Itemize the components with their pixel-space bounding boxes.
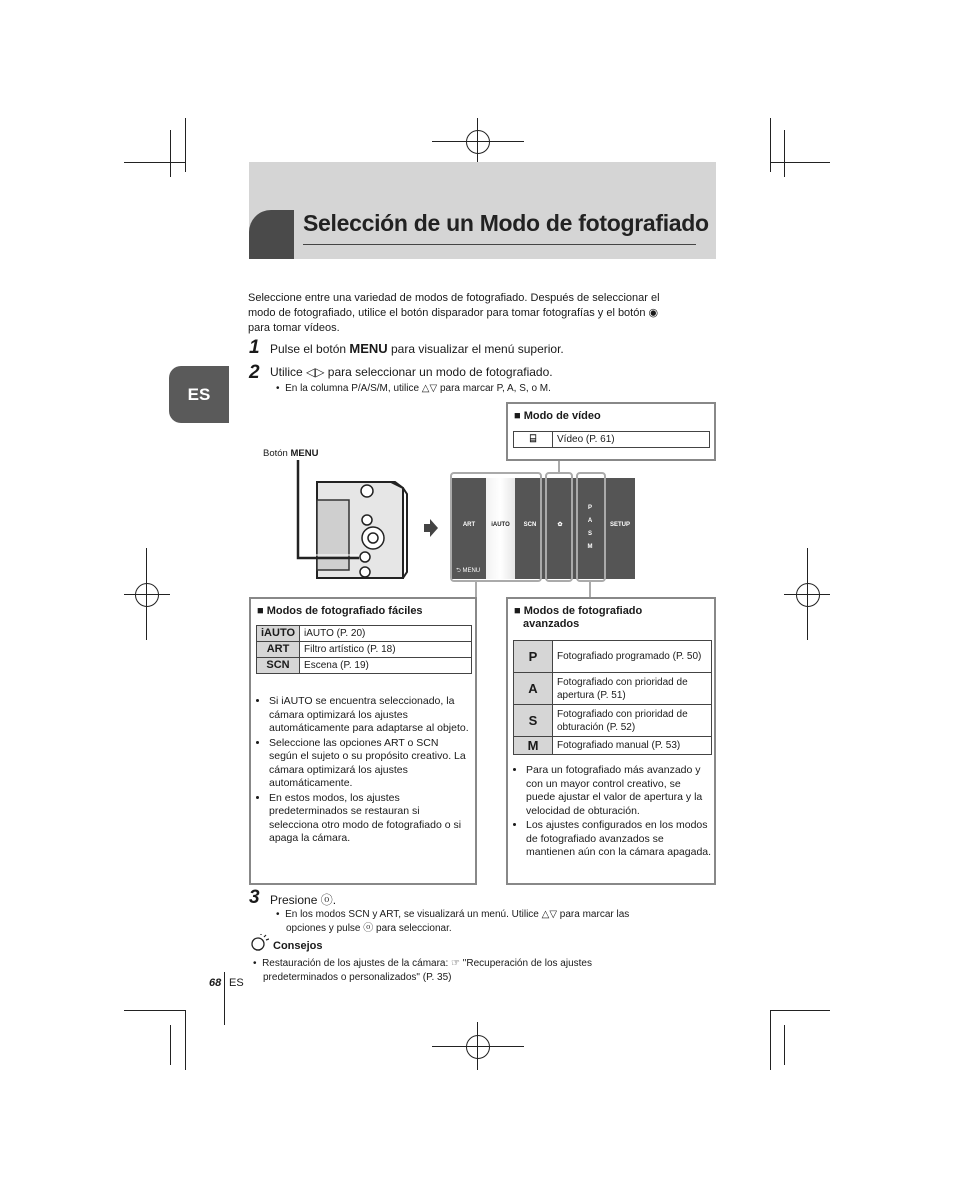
mode-key: P (514, 641, 553, 673)
page-title: Selección de un Modo de fotografiado (303, 210, 709, 236)
table-row (514, 737, 712, 755)
advanced-bullets (512, 764, 712, 861)
advanced-modes-table (513, 640, 712, 755)
registration-mark (796, 583, 820, 607)
table-row (257, 626, 472, 642)
crop-mark (770, 162, 830, 163)
step-text: para visualizar el menú superior. (387, 342, 564, 356)
list-item: • Si iAUTO se encuentra seleccionado, la cámara optimizará los ajustes automáticamente para adaptarse al objeto. (269, 695, 469, 736)
menu-col-art: ART (452, 478, 486, 579)
step-number: 2 (249, 362, 260, 383)
crop-mark (784, 130, 785, 177)
video-mode-box (506, 402, 716, 461)
title-line: avanzados (523, 618, 580, 630)
crop-mark (185, 118, 186, 172)
table-cell: Escena (P. 19) (300, 658, 472, 674)
step-3-text: Presione ⓞ. (270, 893, 337, 907)
video-box-title: ■ Modo de vídeo (514, 410, 601, 422)
mode-key: iAUTO (257, 626, 300, 642)
tips-line: Restauración de los ajustes de la cámara: ☞ "Recuperación de los ajustes (262, 958, 592, 969)
connector-line (558, 461, 560, 473)
easy-box-title: ■ Modos de fotografiado fáciles (257, 605, 423, 617)
intro-text (248, 291, 718, 336)
crop-mark (784, 1025, 785, 1065)
bullet-text: opciones y pulse ⓞ para seleccionar. (286, 922, 452, 934)
movie-icon: ⌸ (514, 432, 553, 448)
bullet-text: En la columna P/A/S/M, utilice △▽ para marcar P, A, S, o M. (285, 383, 551, 394)
tips-title: Consejos (273, 940, 323, 952)
bullet-text: En los modos SCN y ART, se visualizará un menú. Utilice △▽ para marcar las (285, 909, 630, 920)
crop-mark (170, 1025, 171, 1065)
tips-line: predeterminados o personalizados" (P. 35) (263, 971, 452, 983)
mode-key: M (514, 737, 553, 755)
list-item: • Los ajustes configurados en los modos de fotografiado avanzados se mantienen aún con la cámara apagada. (526, 819, 712, 860)
menu-key-label: MENU (349, 341, 388, 356)
registration-mark (135, 583, 159, 607)
menu-col-setup: SETUP (605, 478, 635, 579)
intro-line: Seleccione entre una variedad de modos de fotografiado. Después de seleccionar el (248, 292, 660, 304)
table-cell: Vídeo (P. 61) (553, 432, 710, 448)
advanced-frame (576, 472, 606, 582)
list-item: • En estos modos, los ajustes predeterminados se restauran si selecciona otro modo de fotografiado o si apaga la cámara. (269, 792, 469, 846)
table-row (514, 673, 712, 705)
table-row (514, 641, 712, 673)
registration-mark (466, 1035, 490, 1059)
table-cell: Fotografiado programado (P. 50) (553, 641, 712, 673)
menu-back-label: ⮌ MENU (456, 568, 481, 574)
mode-key: S (514, 705, 553, 737)
table-cell: Filtro artístico (P. 18) (300, 642, 472, 658)
step-3-bullet: • En los modos SCN y ART, se visualizará un menú. Utilice △▽ para marcar las opciones y pulse ⓞ para seleccionar. (276, 909, 630, 934)
tips-icon (249, 934, 269, 952)
mode-key: ART (257, 642, 300, 658)
easy-modes-frame (450, 472, 542, 582)
table-row (257, 658, 472, 674)
crop-mark (124, 1010, 186, 1011)
menu-col-pasm: P A S M (575, 478, 605, 579)
list-item: • Seleccione las opciones ART o SCN según el sujeto o su propósito creativo. La cámara optimizará los ajustes automáticamente. (269, 737, 469, 791)
camera-illustration (295, 460, 420, 584)
connector-line (475, 582, 477, 598)
step-text: Pulse el botón (270, 342, 350, 356)
table-cell: iAUTO (P. 20) (300, 626, 472, 642)
table-row (514, 705, 712, 737)
crop-mark (770, 118, 771, 172)
table-cell: Fotografiado manual (P. 53) (553, 737, 712, 755)
easy-modes-box (249, 597, 477, 885)
easy-modes-table (256, 625, 472, 674)
step-2-text: Utilice ◁▷ para seleccionar un modo de fotografiado. (270, 365, 553, 379)
menu-col-scn: SCN (515, 478, 545, 579)
advanced-box-title (514, 605, 642, 631)
title-underline (303, 244, 696, 245)
label-text: Botón (263, 448, 291, 459)
crop-mark (124, 162, 186, 163)
intro-line: para tomar vídeos. (248, 322, 340, 334)
step-number: 1 (249, 337, 260, 358)
video-frame (545, 472, 573, 582)
step-2-bullet: • En la columna P/A/S/M, utilice △▽ para marcar P, A, S, o M. (276, 383, 551, 394)
mode-key: SCN (257, 658, 300, 674)
header-tab (249, 210, 294, 259)
page-number: 68 (209, 977, 222, 989)
crop-mark (770, 1010, 830, 1011)
step-number: 3 (249, 887, 260, 908)
footer-lang: ES (229, 977, 244, 989)
table-row (257, 642, 472, 658)
step-1-text (270, 341, 564, 356)
title-line: ■ Modos de fotografiado (514, 605, 643, 617)
tips-text: • Restauración de los ajustes de la cámara: ☞ "Recuperación de los ajustes predeterminados o personalizados" (P. 35) (253, 958, 592, 983)
mode-key: A (514, 673, 553, 705)
table-cell: Fotografiado con prioridad de obturación (P. 52) (553, 705, 712, 737)
list-item: • Para un fotografiado más avanzado y con un mayor control creativo, se puede ajustar el valor de apertura y la velocidad de obturación. (526, 764, 712, 818)
registration-mark (466, 130, 490, 154)
menu-col-iauto: iAUTO (486, 478, 515, 579)
table-cell: Fotografiado con prioridad de apertura (P. 51) (553, 673, 712, 705)
language-tab: ES (169, 366, 229, 423)
menu-button-label (263, 448, 318, 459)
label-key: MENU (290, 448, 319, 459)
advanced-modes-box (506, 597, 716, 885)
menu-col-video: ✿ (545, 478, 575, 579)
connector-line (589, 582, 591, 598)
table-row (514, 432, 710, 448)
crop-mark (770, 1010, 771, 1070)
video-table (513, 431, 710, 448)
intro-line: modo de fotografiado, utilice el botón disparador para tomar fotografías y el botón ◉ (248, 307, 659, 319)
footer-divider (224, 972, 225, 1025)
arrow-right-icon (424, 519, 438, 537)
crop-mark (185, 1010, 186, 1070)
easy-bullets (255, 695, 469, 847)
crop-mark (170, 130, 171, 177)
